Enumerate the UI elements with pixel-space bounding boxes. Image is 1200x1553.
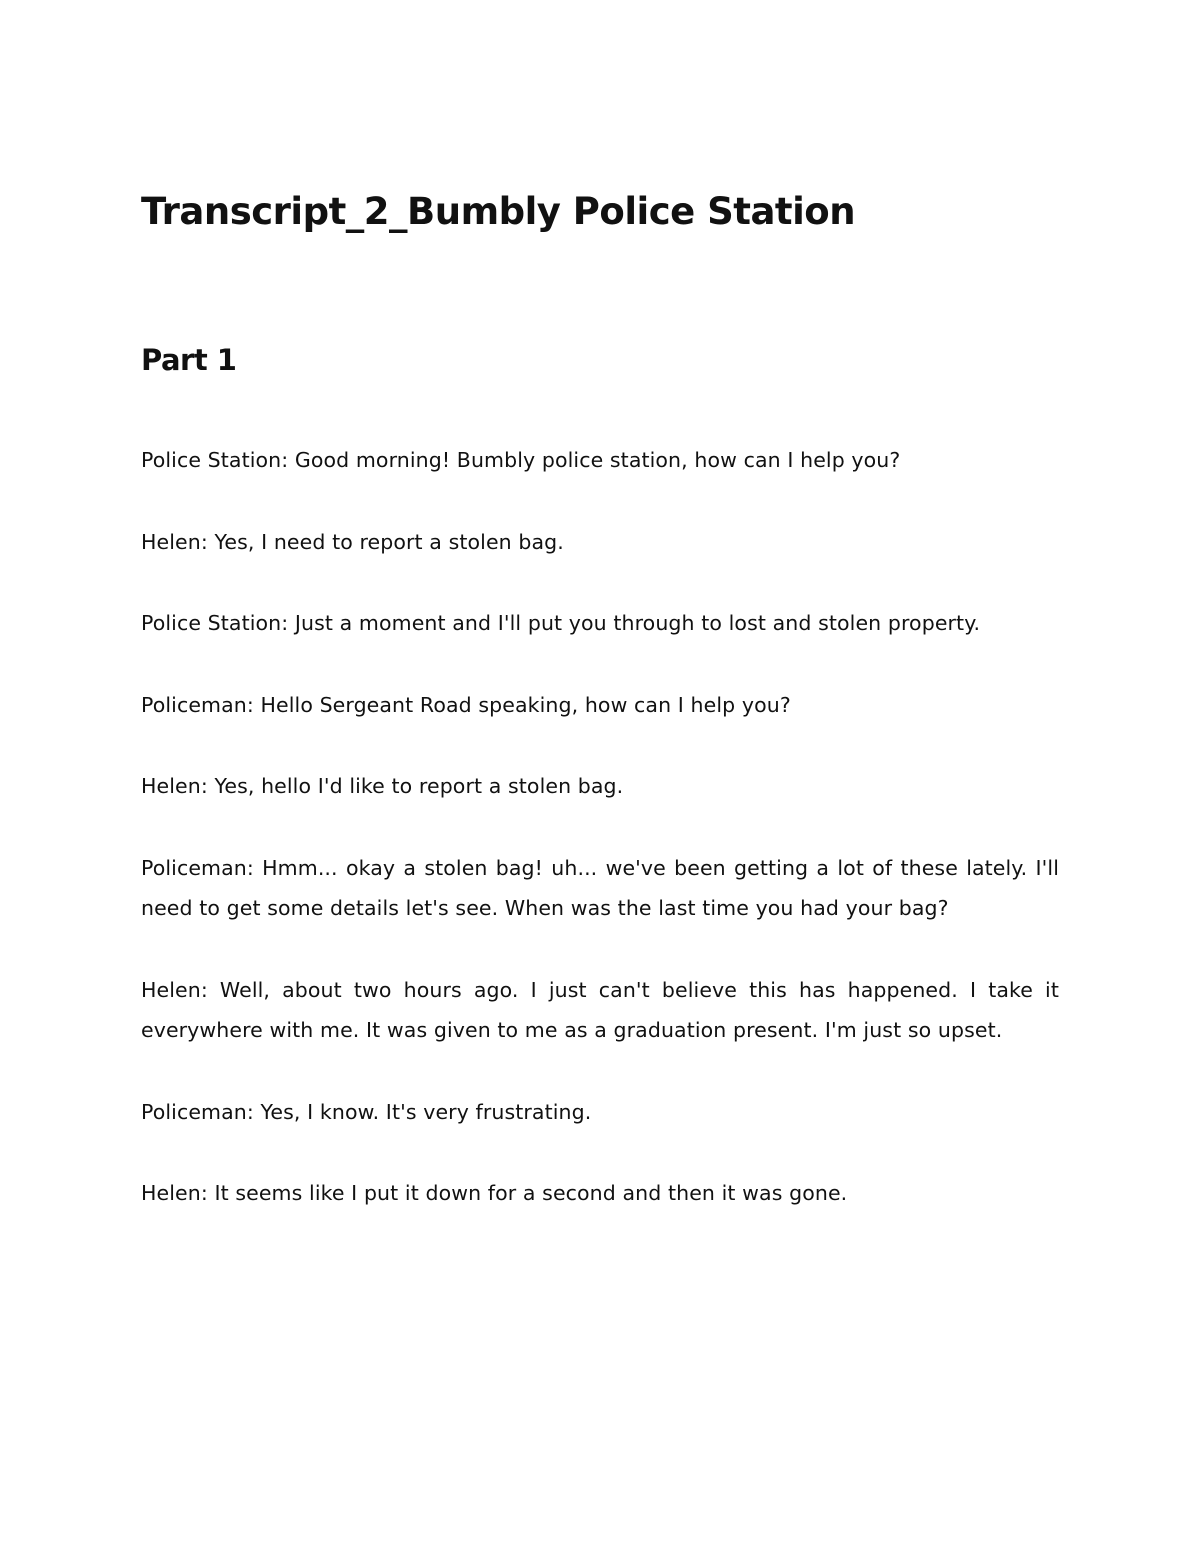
transcript-line: Helen: Well, about two hours ago. I just can't believe this has happened. I take it everywhere with me. It was given to me as a graduation present. I'm just so upset. bbox=[141, 977, 1059, 1042]
transcript-line: Policeman: Hmm... okay a stolen bag! uh... we've been getting a lot of these lately. I'll need to get some details let's see. When was the last time you had your bag? bbox=[141, 855, 1059, 920]
transcript-line: Policeman: Yes, I know. It's very frustrating. bbox=[141, 1099, 592, 1124]
transcript-line: Police Station: Just a moment and I'll put you through to lost and stolen property. bbox=[141, 611, 981, 635]
transcript-line: Helen: Yes, hello I'd like to report a stolen bag. bbox=[141, 774, 624, 798]
transcript-body bbox=[141, 440, 1059, 1255]
transcript-line: Police Station: Good morning! Bumbly police station, how can I help you? bbox=[141, 448, 901, 472]
document-title: Transcript_2_Bumbly Police Station bbox=[141, 190, 856, 233]
transcript-line: Helen: It seems like I put it down for a second and then it was gone. bbox=[141, 1181, 848, 1205]
transcript-line: Policeman: Hello Sergeant Road speaking, how can I help you? bbox=[141, 692, 791, 717]
transcript-line: Helen: Yes, I need to report a stolen bag. bbox=[141, 529, 564, 554]
part-heading: Part 1 bbox=[141, 343, 237, 377]
